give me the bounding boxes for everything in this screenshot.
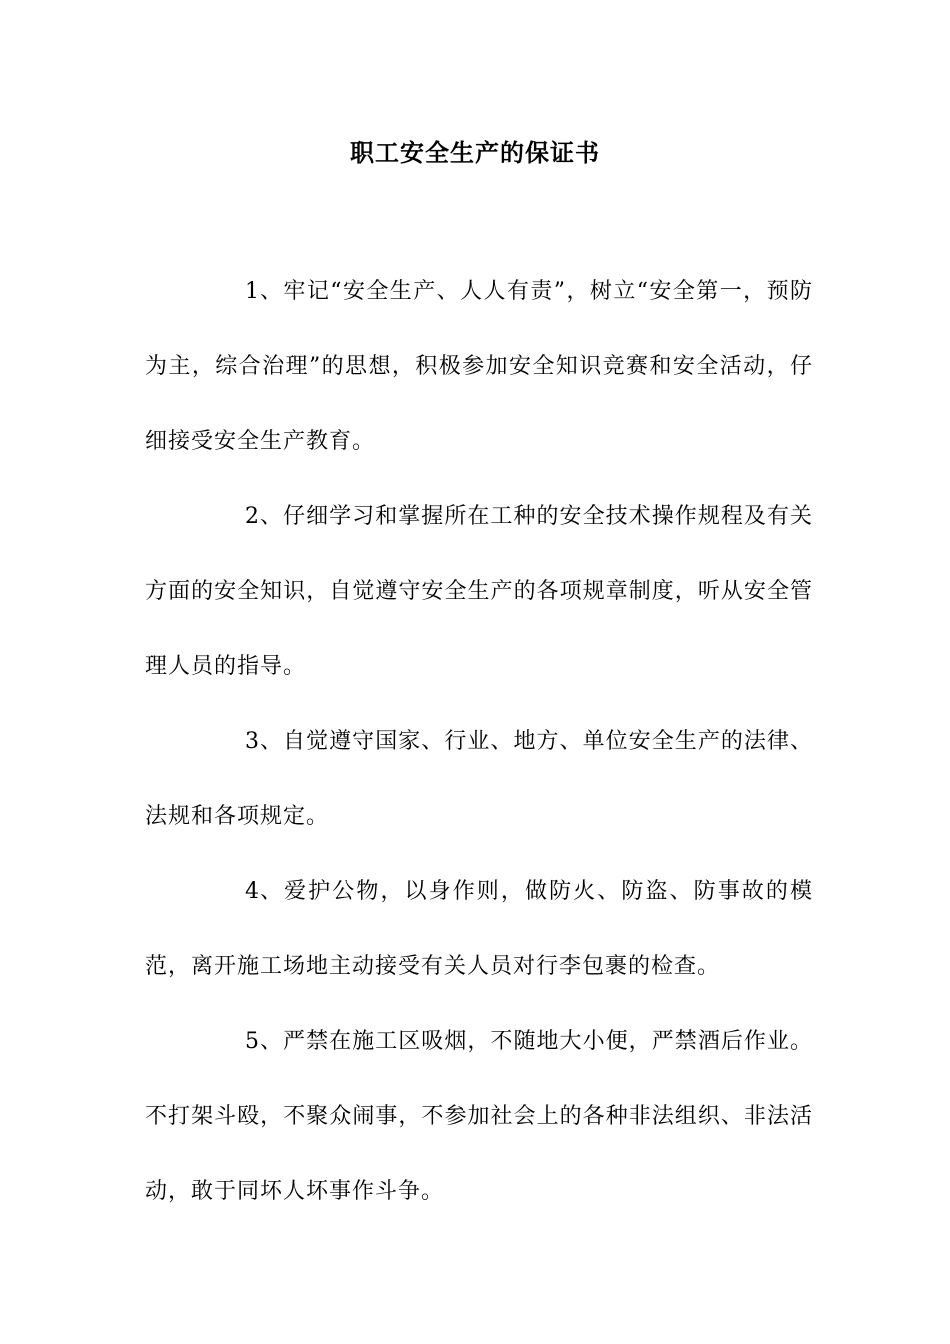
paragraph-2 bbox=[145, 479, 813, 704]
paragraph-4 bbox=[145, 854, 813, 1004]
paragraph-text: 仔细学习和掌握所在工种的安全技术操作规程及有关方面的安全知识，自觉遵守安全生产的各项规章制度，听从安全管理人员的指导。 bbox=[145, 504, 813, 679]
paragraph-text: 严禁在施工区吸烟，不随地大小便，严禁酒后作业。不打架斗殴，不聚众闹事，不参加社会上的各种非法组织、非法活动，敢于同坏人坏事作斗争。 bbox=[145, 1029, 813, 1204]
paragraph-number: 4、 bbox=[245, 879, 283, 904]
paragraph-5 bbox=[145, 1004, 813, 1229]
paragraph-1 bbox=[145, 254, 813, 479]
paragraph-text: 牢记“安全生产、人人有责”，树立“安全第一，预防为主，综合治理”的思想，积极参加安全知识竞赛和安全活动，仔细接受安全生产教育。 bbox=[145, 279, 813, 454]
paragraph-number: 2、 bbox=[245, 504, 283, 529]
paragraph-text: 爱护公物，以身作则，做防火、防盗、防事故的模范，离开施工场地主动接受有关人员对行李包裹的检查。 bbox=[145, 879, 813, 979]
paragraph-number: 1、 bbox=[245, 279, 283, 304]
document-body bbox=[145, 254, 813, 1229]
paragraph-text: 自觉遵守国家、行业、地方、单位安全生产的法律、法规和各项规定。 bbox=[145, 729, 813, 829]
paragraph-number: 5、 bbox=[245, 1029, 283, 1054]
paragraph-3 bbox=[145, 704, 813, 854]
document-title: 职工安全生产的保证书 bbox=[350, 138, 600, 167]
paragraph-number: 3、 bbox=[245, 729, 283, 754]
